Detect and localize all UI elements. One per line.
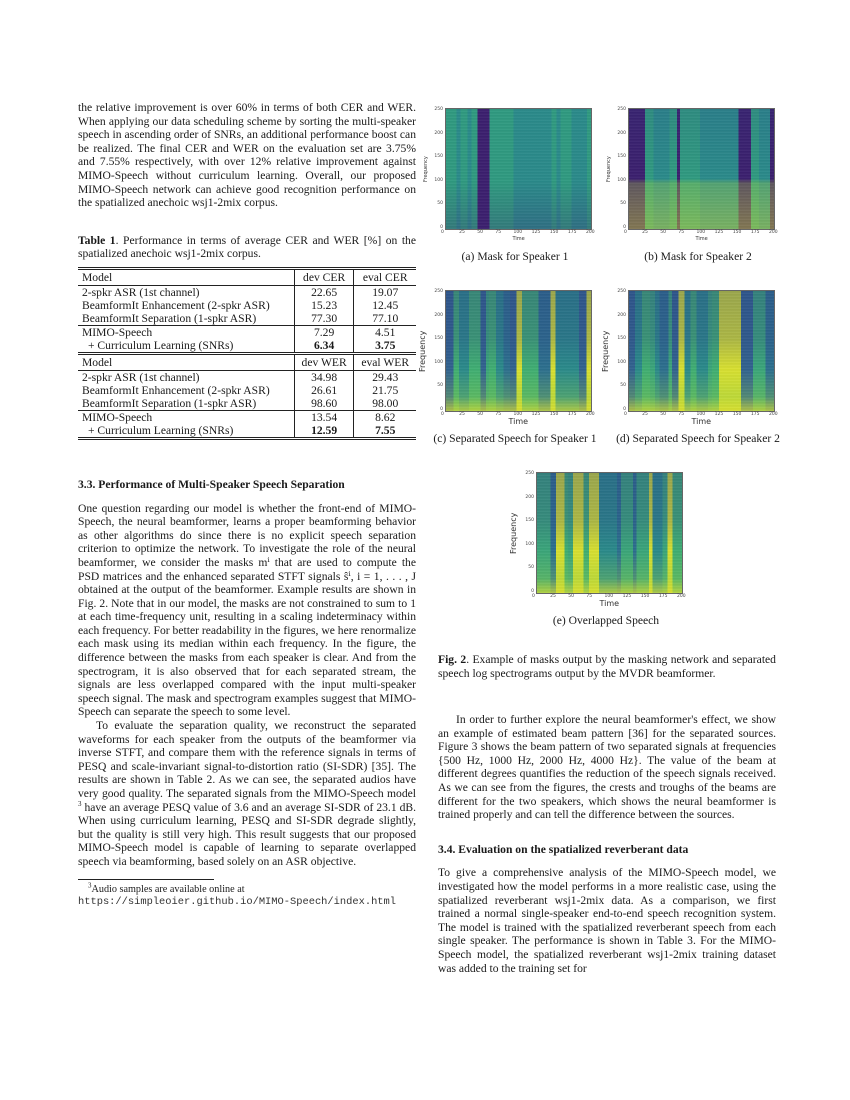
row-eval-wer: 21.75 [354,384,416,397]
row-model: 2-spkr ASR (1st channel) [82,285,200,299]
row-model: + Curriculum Learning (SNRs) [88,338,234,352]
x-tick-label: 200 [586,412,595,417]
row-model: BeamformIt Separation (1-spkr ASR) [82,311,257,325]
y-tick-label: 150 [434,336,443,342]
row-dev-wer: 98.60 [294,397,354,411]
x-tick-label: 100 [513,230,523,235]
table-row [78,370,416,384]
section-3-3-paragraph-2 [78,719,416,869]
row-dev-wer: 13.54 [294,410,354,424]
y-tick-label: 100 [617,359,626,365]
x-tick-label: 100 [604,594,614,599]
x-tick-label: 75 [678,412,685,417]
x-axis-label: Time [512,236,525,242]
row-eval-cer: 77.10 [354,312,416,326]
x-tick-label: 0 [532,594,535,599]
spectrogram-plot-b [628,108,775,230]
x-tick-label: 150 [549,230,559,235]
x-tick-label: 150 [732,412,742,417]
section-3-3-paragraph-1: One question regarding our model is whether the front-end of MIMO-Speech, the neural beamformer, learns a proper beamforming behavior as other algorithms do since there is no explicit speech separation criterion to optimize the network. To investigate the role of the neural beamformer, we consider the masks mⁱ that are used to compute the PSD matrices and the enhanced separated STFT signals ŝⁱ, i = 1, . . . , J obtained at the output of the beamformer. Example results are shown in Fig. 2. Note that in our model, the masks are not constrained to sum to 1 at each time-frequency unit, resulting in a scaling indeterminacy within each frequency. For better readability in the figures, we here renormalize each mask using its median within each frequency. In the figure, the difference between the masks from each speaker is clear. And from the spectrogram, it is also observed that for each separated stream, the signals are less overlapped compared with the input multi-speaker speech signal. The mask and spectrogram examples suggest that MIMO-Speech can separate the speech to some level. [78,501,416,719]
col-header-model: Model [78,268,294,285]
y-tick-label: 200 [617,130,626,136]
table-row [78,424,416,439]
left-column [78,101,416,908]
x-tick-label: 100 [696,230,706,235]
y-tick-label: 250 [434,289,443,295]
x-tick-label: 50 [568,594,574,599]
section-3-4-paragraph: To give a comprehensive analysis of the MIMO-Speech model, we investigated how the model performs in a more realistic case, using the spatialized reverberant wsj1-2mix data. As a comparison, we first trained a normal single-speaker end-to-end speech recognition system. The model is trained with the spatialized reverberant speech from each single speaker. The performance is shown in Table 3. For the MIMO-Speech model, the spatialized reverberant wsj1-2mix training dataset was added to the training set for [438,866,776,975]
y-tick-label: 150 [434,154,443,160]
paragraph-text: To evaluate the separation quality, we reconstruct the separated waveforms for each speaker from the outputs of the beamformer via inverse STFT, and compare them with the reference signals in terms of PESQ and scale-invariant signal-to-distortion ratio (SI-SDR) [35]. The results are shown in Table 2. As we can see, the separated audios have very good quality. The separated signals from the MIMO-Speech model [78,719,416,800]
y-axis-label: Frequency [606,156,612,182]
y-axis-label: Frequency [601,330,610,372]
y-axis-label: Frequency [418,330,427,372]
x-tick-label: 25 [459,412,465,417]
row-model: BeamformIt Enhancement (2-spkr ASR) [82,298,270,312]
x-tick-label: 150 [732,230,742,235]
x-tick-label: 25 [459,230,465,235]
row-eval-cer: 12.45 [354,299,416,312]
row-dev-wer: 34.98 [294,370,354,384]
row-model: 2-spkr ASR (1st channel) [82,370,200,384]
y-tick-label: 150 [525,518,534,524]
x-tick-label: 0 [441,412,444,417]
x-tick-label: 125 [622,594,632,599]
footnote-mark[interactable]: 3 [78,799,82,808]
row-model: BeamformIt Enhancement (2-spkr ASR) [82,383,270,397]
row-dev-wer: 26.61 [294,384,354,397]
x-tick-label: 175 [750,230,760,235]
x-tick-label: 175 [658,594,668,599]
row-eval-wer: 8.62 [354,410,416,424]
subfigure-caption-e: (e) Overlapped Speech [552,614,660,627]
x-tick-label: 50 [477,230,483,235]
row-dev-cer: 6.34 [294,339,354,354]
x-tick-label: 25 [642,412,648,417]
beam-pattern-paragraph: In order to further explore the neural beamformer's effect, we show an example of estimated beam pattern [36] for the separated sources. Figure 3 shows the beam pattern of two separated signals at frequencies {500 Hz, 1000 Hz, 2000 Hz, 4000 Hz}. The value of the beam at different degrees quantifies the reduction of the speech signals received. As we can see from the figures, the crests and troughs of the beams are different for the two speakers, which shows the neural beamformer is trained properly and can tell the difference between the sources. [438,713,776,822]
table-row [78,312,416,326]
y-axis-label: Frequency [509,512,518,554]
x-tick-label: 0 [624,412,627,417]
row-eval-wer: 29.43 [354,370,416,384]
subfigure-caption-b: (b) Mask for Speaker 2 [644,250,752,263]
x-axis-label: Time [691,417,712,426]
x-tick-label: 75 [586,594,593,599]
spectrogram-plot-c [445,290,592,412]
x-tick-label: 200 [769,412,778,417]
fig2-caption-label: Fig. 2 [438,653,467,666]
row-model: MIMO-Speech [78,325,294,339]
x-tick-label: 125 [714,412,724,417]
x-tick-label: 100 [696,412,706,417]
x-tick-label: 175 [567,412,577,417]
x-tick-label: 75 [495,230,502,235]
row-dev-wer: 12.59 [294,424,354,439]
table-row [78,299,416,312]
row-dev-cer: 15.23 [294,299,354,312]
y-tick-label: 200 [434,312,443,318]
fig2-caption-text: . Example of masks output by the masking network and separated speech log spectrograms output by the MVDR beamformer. [438,653,776,680]
table1-caption-label: Table 1 [78,233,116,247]
y-tick-label: 100 [434,359,443,365]
x-tick-label: 200 [586,230,595,235]
x-tick-label: 200 [677,594,686,599]
x-tick-label: 50 [477,412,483,417]
section-3-4-heading: 3.4. Evaluation on the spatialized reverberant data [438,842,689,856]
y-tick-label: 100 [617,177,626,183]
subfigure-caption-c: (c) Separated Speech for Speaker 1 [433,432,597,445]
y-tick-label: 250 [617,107,626,113]
row-eval-cer: 19.07 [354,285,416,299]
x-tick-label: 175 [567,230,577,235]
y-axis-label: Frequency [423,156,429,182]
y-tick-label: 50 [437,201,443,207]
row-dev-cer: 22.65 [294,285,354,299]
y-tick-label: 0 [440,407,443,412]
table-row [78,339,416,354]
section-3-3-heading: 3.3. Performance of Multi-Speaker Speech Separation [78,477,345,491]
table-header-row [78,268,416,285]
x-tick-label: 0 [624,230,627,235]
col-header-eval-cer: eval CER [354,268,416,285]
x-tick-label: 100 [513,412,523,417]
y-tick-label: 250 [617,289,626,295]
intro-paragraph: the relative improvement is over 60% in terms of both CER and WER. When applying our data scheduling scheme by sorting the multi-speaker speech in ascending order of SNRs, an additional performance boost can be realized. The final CER and WER on the evaluation set are 3.75% and 7.55% respectively, with over 12% relative improvement against MIMO-Speech without curriculum learning. Overall, our proposed MIMO-Speech network can achieve good recognition performance on the spatialized anechoic wsj1-2mix corpus. [78,101,416,210]
y-tick-label: 100 [434,177,443,183]
x-tick-label: 150 [640,594,650,599]
row-model: MIMO-Speech [78,410,294,424]
x-tick-label: 175 [750,412,760,417]
x-tick-label: 25 [642,230,648,235]
y-tick-label: 0 [623,407,626,412]
row-eval-cer: 4.51 [354,325,416,339]
table-header-row [78,353,416,370]
y-tick-label: 50 [437,383,443,389]
y-tick-label: 100 [525,541,534,547]
table-row [78,285,416,299]
footnote-url-link[interactable]: https://simpleoier.github.io/MIMO-Speech/index.html [78,895,397,908]
row-eval-cer: 3.75 [354,339,416,354]
y-tick-label: 50 [528,565,534,571]
x-tick-label: 0 [441,230,444,235]
y-tick-label: 250 [434,107,443,113]
x-tick-label: 125 [531,412,541,417]
row-eval-wer: 7.55 [354,424,416,439]
table1-caption [78,234,416,261]
col-header-dev-wer: dev WER [294,353,354,370]
y-tick-label: 200 [525,494,534,500]
col-header-model: Model [78,353,294,370]
y-tick-label: 150 [617,154,626,160]
x-axis-label: Time [508,417,529,426]
subfigure-caption-a: (a) Mask for Speaker 1 [461,250,569,263]
y-tick-label: 250 [525,471,534,477]
x-tick-label: 150 [549,412,559,417]
x-axis-label: Time [599,599,620,608]
y-tick-label: 0 [440,225,443,230]
table-row [78,410,416,424]
x-tick-label: 75 [495,412,502,417]
y-tick-label: 200 [434,130,443,136]
row-dev-cer: 7.29 [294,325,354,339]
footnote-number: 3 [88,881,92,890]
y-tick-label: 0 [623,225,626,230]
spectrogram-plot-e [536,472,683,594]
footnote-text: Audio samples are available online at [91,883,245,895]
table-row [78,384,416,397]
col-header-eval-wer: eval WER [354,353,416,370]
row-model: + Curriculum Learning (SNRs) [78,424,294,439]
paragraph-text: have an average PESQ value of 3.6 and an average SI-SDR of 23.1 dB. When using curriculum learning, PESQ and SI-SDR degrade slightly, but the quality is still very high. This result suggests that our proposed MIMO-Speech model is capable of learning to separate overlapped speech via beamforming, based solely on an ASR objective. [78,800,416,868]
row-eval-wer: 98.00 [354,397,416,411]
spectrogram-plot-a [445,108,592,230]
right-column [438,713,776,975]
y-tick-label: 0 [531,589,534,594]
table1-caption-text: . Performance in terms of average CER and WER [%] on the spatialized anechoic wsj1-2mix corpus. [78,233,416,261]
x-tick-label: 50 [660,230,666,235]
footnote [78,880,416,908]
x-tick-label: 75 [678,230,685,235]
row-dev-cer: 77.30 [294,312,354,326]
spectrogram-plot-d [628,290,775,412]
y-tick-label: 200 [617,312,626,318]
y-tick-label: 50 [620,201,626,207]
table-row [78,325,416,339]
row-model: BeamformIt Separation (1-spkr ASR) [82,396,257,410]
subfigure-caption-d: (d) Separated Speech for Speaker 2 [616,432,780,445]
col-header-dev-cer: dev CER [294,268,354,285]
x-axis-label: Time [695,236,708,242]
x-tick-label: 200 [769,230,778,235]
x-tick-label: 125 [531,230,541,235]
figure-2-caption [438,653,776,680]
y-tick-label: 50 [620,383,626,389]
y-tick-label: 150 [617,336,626,342]
x-tick-label: 25 [550,594,556,599]
x-tick-label: 125 [714,230,724,235]
x-tick-label: 50 [660,412,666,417]
table1 [78,267,416,440]
table-row [78,397,416,411]
